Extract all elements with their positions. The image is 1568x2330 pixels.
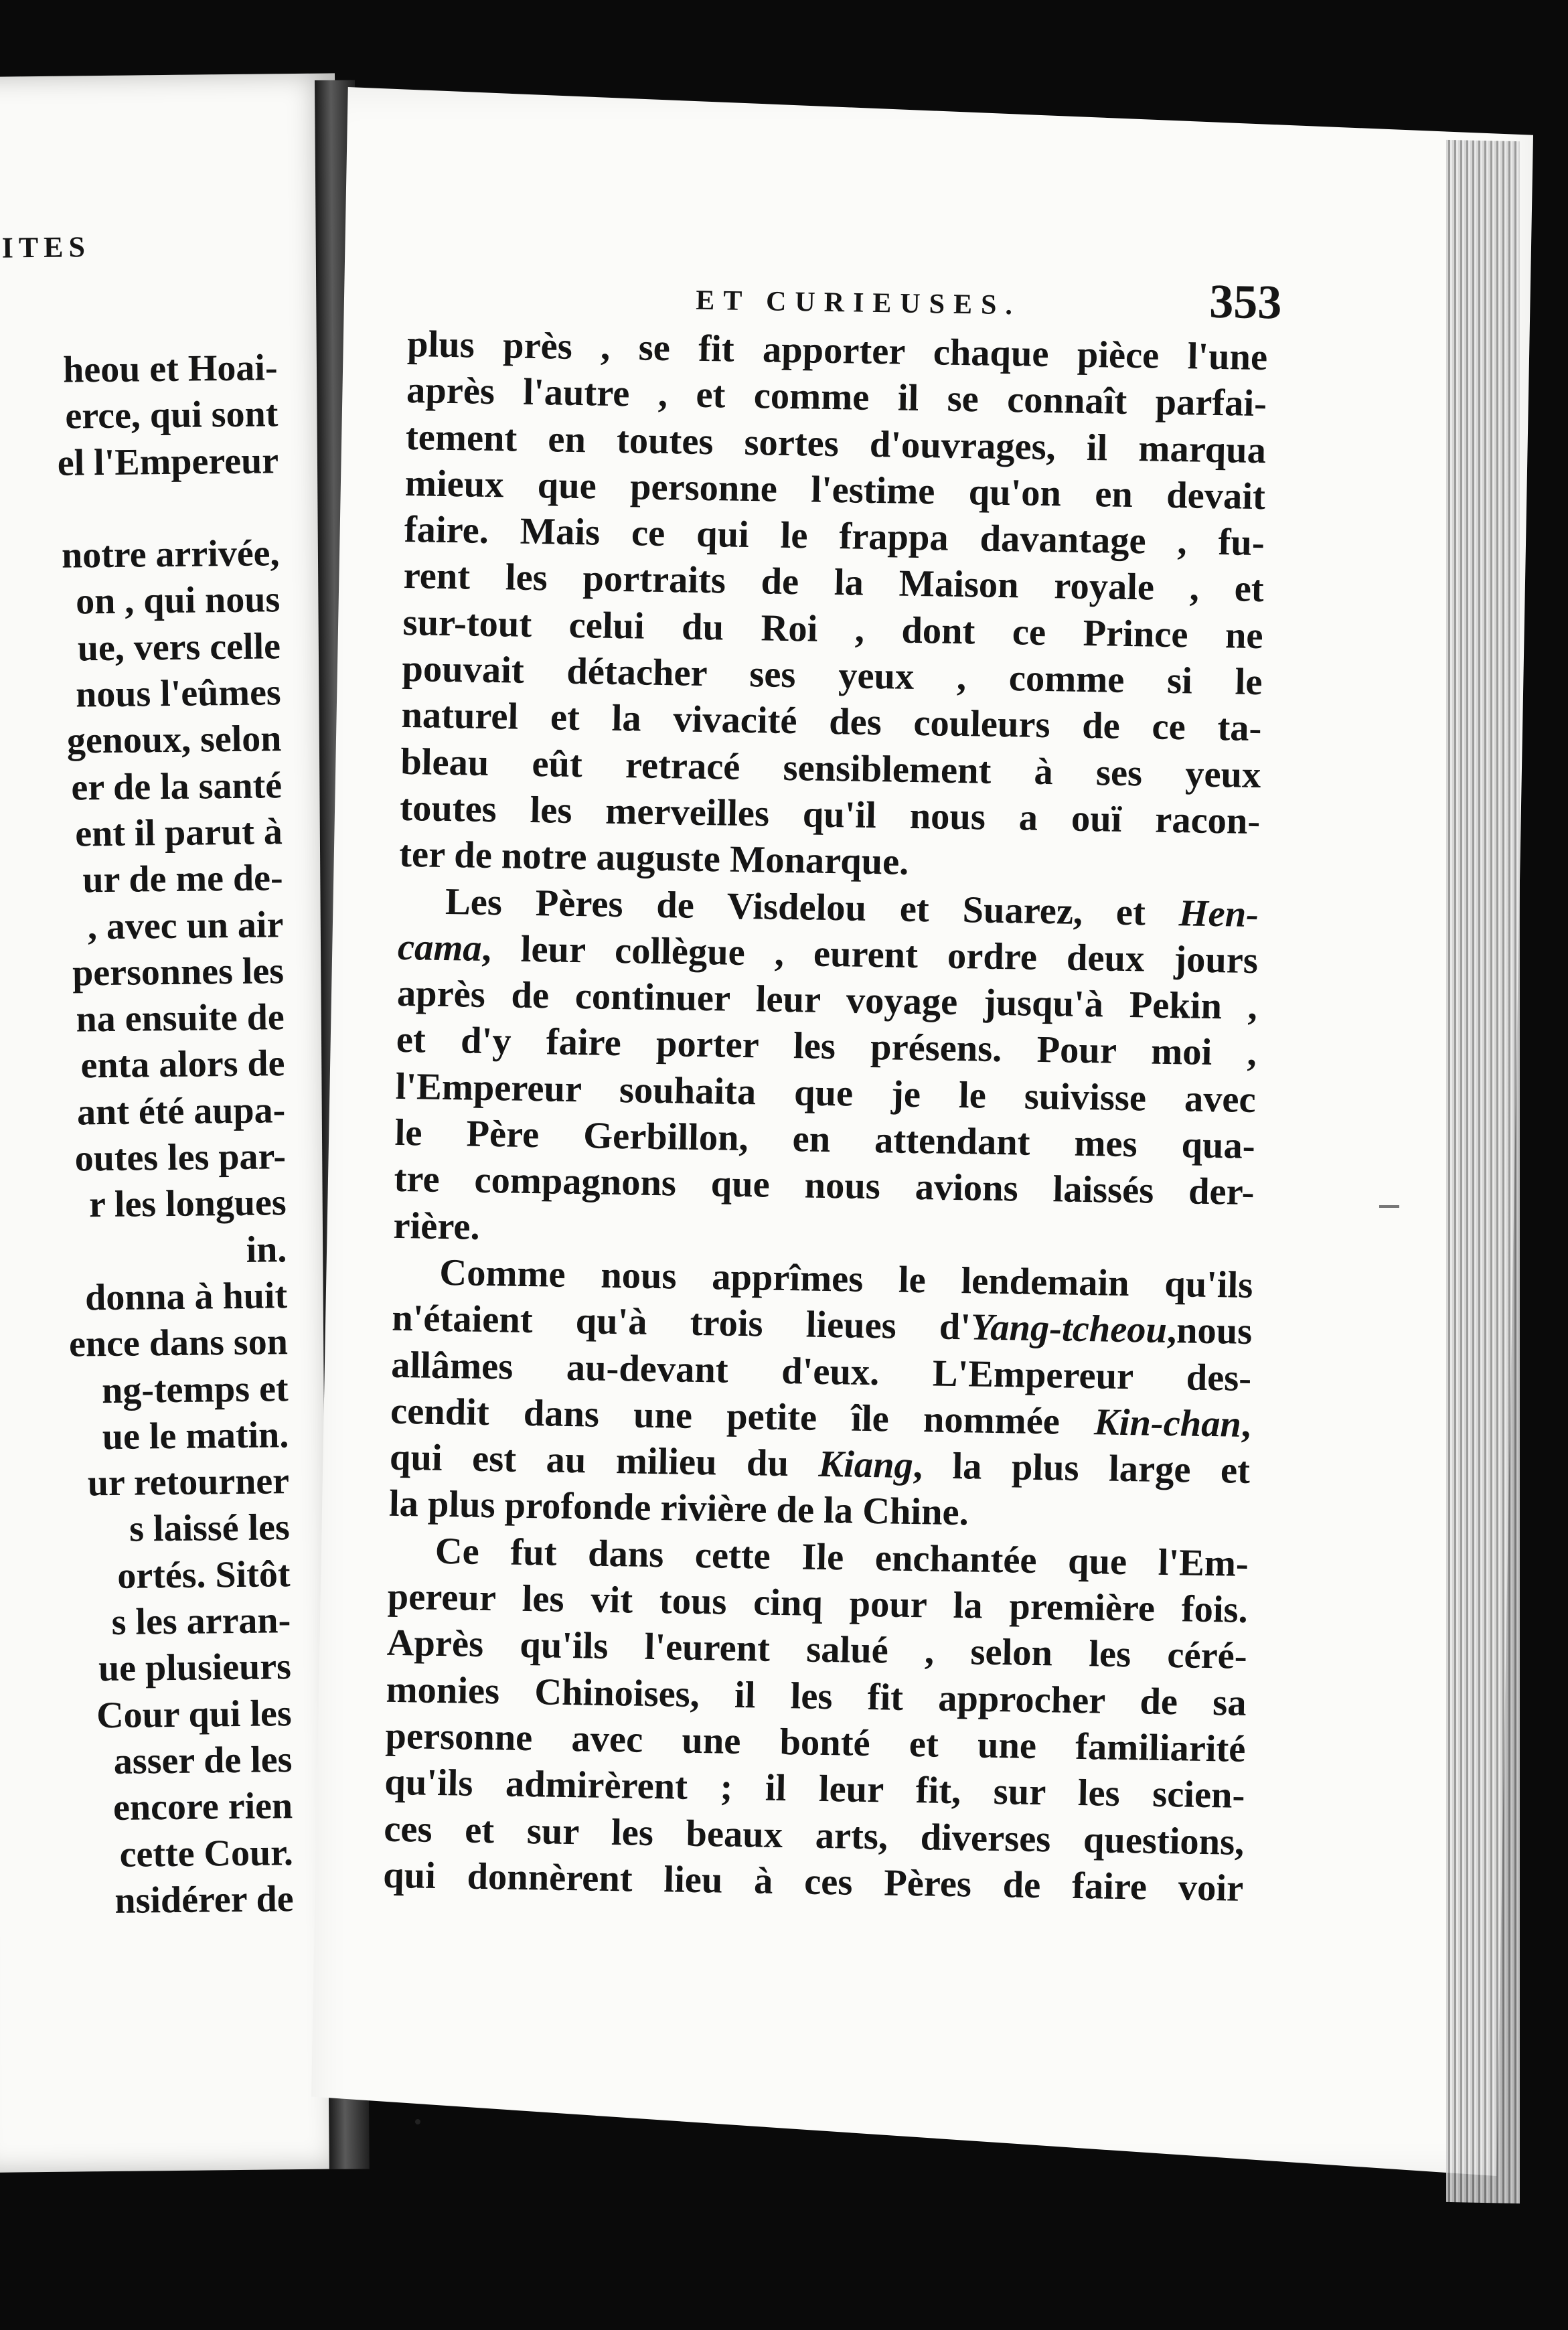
italic-name: Kiang: [818, 1443, 914, 1487]
left-text-line: ur de me de-: [82, 857, 283, 901]
left-text-line: cette Cour.: [119, 1831, 294, 1875]
text-segment: ,: [1241, 1403, 1251, 1446]
text-line: rière.: [393, 1205, 481, 1248]
left-text-line: nsidérer de: [114, 1877, 294, 1922]
text-line: après l'autre , et comme il se connaît parfai-: [406, 370, 1267, 425]
text-line: l'Empereur souhaita que je le suivisse avec: [395, 1065, 1257, 1121]
left-text-line: ng-temps et: [101, 1367, 289, 1411]
text-line: et d'y faire porter les présens. Pour moi ,: [396, 1019, 1257, 1075]
text-line: personne avec une bonté et une familiarité: [385, 1715, 1246, 1770]
page-number: 353: [1208, 274, 1282, 329]
text-line: le Père Gerbillon, en attendant mes qua-: [394, 1111, 1256, 1168]
left-page: [0, 73, 357, 2172]
left-text-line: , avec un air: [87, 903, 284, 947]
italic-name: Hen-: [1178, 892, 1259, 935]
left-text-line: erce, qui sont: [65, 393, 279, 437]
text-segment: cendit dans une petite île nommée: [390, 1390, 1095, 1444]
left-text-line: heou et Hoai-: [62, 347, 278, 391]
italic-name: Yang-tcheou: [970, 1306, 1168, 1352]
text-line: bleau eût retracé sensiblement à ses yeux: [400, 741, 1261, 796]
left-running-head: ITES: [1, 230, 91, 264]
print-speck: [415, 2119, 420, 2124]
running-head: ET CURIEUSES.: [695, 285, 1022, 321]
text-line: pouvait détacher ses yeux , comme si le: [402, 648, 1263, 704]
text-segment: , leur collègue , eurent ordre deux jours: [481, 927, 1259, 982]
left-text-line: nous l'eûmes: [75, 672, 281, 716]
margin-mark: [1379, 1205, 1399, 1208]
italic-name: cama: [397, 926, 483, 969]
left-text-line: Cour qui les: [96, 1692, 292, 1736]
text-line: tement en toutes sortes d'ouvrages, il marqua: [405, 416, 1267, 471]
left-text-line: ant été aupa-: [76, 1089, 286, 1134]
text-line: ter de notre auguste Monarque.: [398, 834, 909, 884]
left-text-line: s les arran-: [111, 1600, 291, 1643]
text-line: Ce fut dans cette Ile enchantée que l'Em-: [435, 1530, 1249, 1585]
text-line: Après qu'ils l'eurent salué , selon les céré-: [386, 1622, 1248, 1678]
text-segment: , la plus large et: [913, 1445, 1251, 1492]
left-text-line: genoux, selon: [66, 718, 282, 762]
left-text-line: ent il parut à: [74, 811, 283, 855]
text-segment: n'étaient qu'à trois lieues d': [391, 1298, 971, 1348]
italic-name: Kin-chan: [1093, 1401, 1242, 1446]
left-text-line: notre arrivée,: [61, 532, 280, 576]
text-line: la plus profonde rivière de la Chine.: [388, 1483, 969, 1534]
left-text-line: on , qui nous: [75, 578, 281, 623]
body-text: [383, 321, 1268, 1912]
left-text-line: [0, 484, 285, 534]
text-line: après de continuer leur voyage jusqu'à Pekin ,: [396, 973, 1258, 1028]
text-line: naturel et la vivacité des couleurs de ce ta-: [401, 694, 1262, 750]
text-segment: qui est au milieu du: [389, 1436, 819, 1485]
left-text-line: personnes les: [72, 950, 285, 994]
left-page-text: [0, 345, 299, 1926]
left-text-line: enta alors de: [80, 1042, 285, 1087]
left-text-line: ue, vers celle: [77, 625, 281, 670]
text-line: qu'ils admirèrent ; il leur fit, sur les scien-: [384, 1761, 1245, 1817]
text-line: plus près , se fit apporter chaque pièce l'une: [406, 323, 1268, 379]
left-text-line: ence dans son: [68, 1321, 289, 1365]
text-line: ces et sur les beaux arts, diverses questions,: [383, 1808, 1245, 1863]
left-text-line: outes les par-: [74, 1136, 287, 1180]
left-text-line: asser de les: [113, 1739, 293, 1782]
left-text-line: ur retourner: [87, 1460, 290, 1504]
left-text-line: na ensuite de: [76, 996, 285, 1040]
text-line: mieux que personne l'estime qu'on en devait: [404, 462, 1266, 518]
left-text-line: encore rien: [112, 1785, 293, 1829]
left-text-line: in.: [246, 1228, 287, 1271]
right-page-content: [382, 268, 1282, 1912]
left-text-line: donna à huit: [84, 1275, 288, 1319]
left-text-line: r les longues: [88, 1182, 287, 1226]
text-line: pereur les vit tous cinq pour la première fois.: [387, 1575, 1249, 1631]
text-line: tre compagnons que nous avions laissés der-: [394, 1158, 1255, 1214]
left-text-line: ortés. Sitôt: [116, 1553, 291, 1597]
text-line: allâmes au-devant d'eux. L'Empereur des-: [390, 1344, 1252, 1399]
text-line: toutes les merveilles qu'il nous a ouï racon-: [399, 787, 1261, 843]
text-line: monies Chinoises, il les fit approcher de sa: [386, 1668, 1247, 1724]
text-line: faire. Mais ce qui le frappa davantage , fu-: [404, 509, 1265, 564]
left-text-line: ue le matin.: [102, 1414, 289, 1458]
left-text-line: ue plusieurs: [98, 1646, 292, 1690]
left-text-line: s laissé les: [129, 1506, 291, 1551]
text-line: Comme nous apprîmes le lendemain qu'ils: [439, 1251, 1253, 1306]
text-line: rent les portraits de la Maison royale , et: [403, 555, 1265, 611]
text-line: sur-tout celui du Roi , dont ce Prince ne: [402, 601, 1264, 657]
left-text-line: el l'Empereur: [57, 439, 279, 484]
page-edge: [1446, 140, 1520, 2203]
text-segment: Les Pères de Visdelou et Suarez, et: [445, 880, 1180, 934]
left-text-line: er de la santé: [71, 764, 283, 809]
text-segment: ,nous: [1166, 1310, 1253, 1353]
text-line: qui donnèrent lieu à ces Pères de faire voir: [382, 1854, 1244, 1910]
